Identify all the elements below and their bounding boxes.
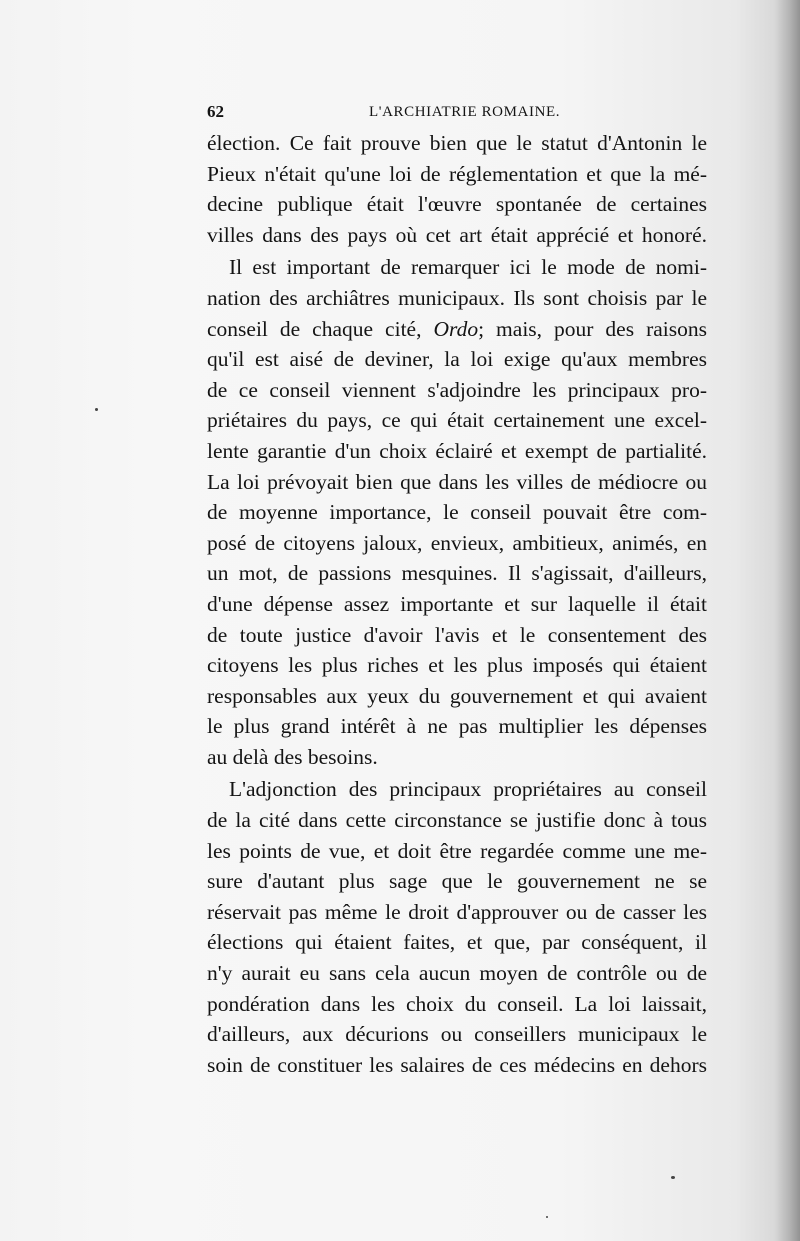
text-line: pondération dans les choix du conseil. La loi laissait, [207,991,707,1016]
text-line: d'une dépense assez importante et sur laquelle il était [207,591,707,616]
body-text [207,128,707,1080]
text-line: priétaires du pays, ce qui était certainement une excel- [207,408,707,433]
italic-term: Ordo [433,316,479,341]
paragraph [207,774,707,1080]
text-line: élections qui étaient faites, et que, par conséquent, il [207,930,707,955]
text-line: les points de vue, et doit être regardée comme une me- [207,838,707,863]
text-line: nation des archiâtres municipaux. Ils sont choisis par le [207,285,707,310]
text-line: soin de constituer les salaires de ces médecins en dehors [207,1052,707,1077]
text-line: de la cité dans cette circonstance se justifie donc à tous [207,808,707,833]
text-line: lente garantie d'un choix éclairé et exempt de partialité. [207,438,707,463]
page-edge-shadow [774,0,800,1241]
text-line: de toute justice d'avoir l'avis et le consentement des [207,622,707,647]
paper-speck [671,1176,675,1179]
text-line: responsables aux yeux du gouvernement et qui avaient [207,683,707,708]
text-line: villes dans des pays où cet art était apprécié et honoré. [207,222,707,247]
text-line: qu'il est aisé de deviner, la loi exige qu'aux membres [207,347,707,372]
page-header [207,100,707,124]
text-line: de ce conseil viennent s'adjoindre les principaux pro- [207,377,707,402]
running-title: L'ARCHIATRIE ROMAINE. [369,104,561,120]
text-line: Il est important de remarquer ici le mode de nomi- [229,255,707,280]
text-fragment: conseil de chaque cité, [207,316,422,341]
text-line: au delà des besoins. [207,744,378,769]
paper-speck [95,408,98,411]
page-number: 62 [207,102,224,121]
text-line: sure d'autant plus sage que le gouvernement ne se [207,869,707,894]
text-line: d'ailleurs, aux décurions ou conseillers municipaux le [207,1022,707,1047]
text-line: réservait pas même le droit d'approuver ou de casser les [207,899,707,924]
text-line: le plus grand intérêt à ne pas multiplier les dépenses [207,714,707,739]
text-line: un mot, de passions mesquines. Il s'agissait, d'ailleurs, [207,561,707,586]
text-line: L'adjonction des principaux propriétaires au conseil [229,777,707,802]
text-line: La loi prévoyait bien que dans les villes de médiocre ou [207,469,707,494]
text-line: de moyenne importance, le conseil pouvait être com- [207,500,707,525]
text-line: Pieux n'était qu'une loi de réglementation et que la mé- [207,161,707,186]
text-line: élection. Ce fait prouve bien que le statut d'Antonin le [207,131,707,155]
paragraph [207,252,707,772]
text-fragment: ; mais, pour des raisons [478,316,707,341]
paper-speck [546,1216,548,1218]
text-line: posé de citoyens jaloux, envieux, ambitieux, animés, en [207,530,707,555]
text-line: decine publique était l'œuvre spontanée de certaines [207,192,707,217]
text-line: n'y aurait eu sans cela aucun moyen de contrôle ou de [207,961,707,986]
text-line [207,314,707,345]
text-line: citoyens les plus riches et les plus imposés qui étaient [207,653,707,678]
paragraph [207,128,707,250]
